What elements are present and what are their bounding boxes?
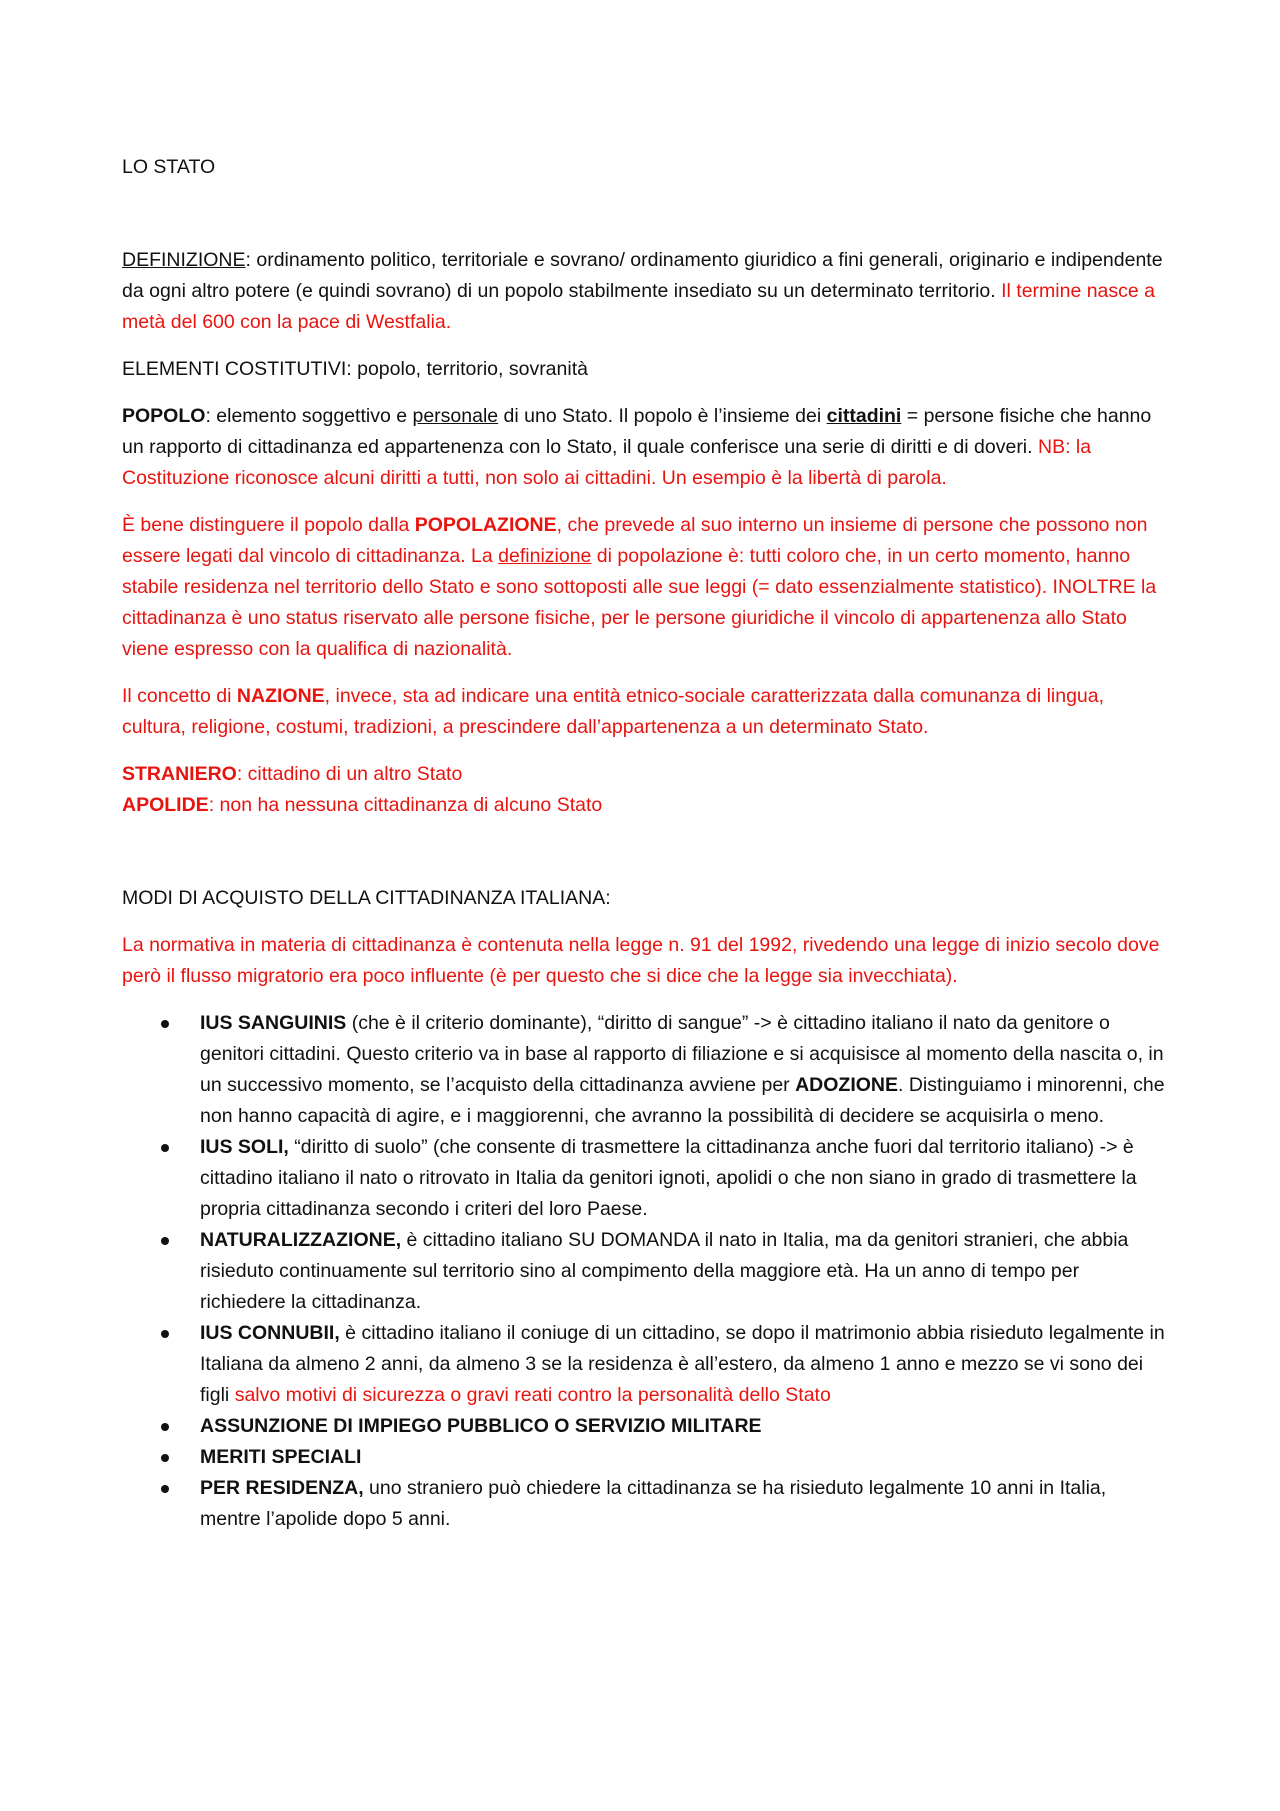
- list-item-label: IUS SANGUINIS: [200, 1012, 347, 1034]
- bullet-icon: [161, 1423, 169, 1431]
- bullet-icon: [161, 1330, 169, 1338]
- list-item-impiego-pubblico: [200, 1411, 1170, 1442]
- list-item-naturalizzazione: [200, 1225, 1170, 1318]
- popolazione-text-3: di popolazione è: tutti coloro che, in un certo momento, hanno stabile residenza nel territorio dello Stato e sono sottoposti alle sue leggi (= dato essenzialmente statistico). INOLTRE la cittadinanza è uno status riservato alle persone fisiche, per le persone giuridiche il vincolo di appartenenza allo Stato viene espresso con la qualifica di nazionalità.: [122, 545, 1157, 660]
- bullet-icon: [161, 1485, 169, 1493]
- list-item-ius-connubii: [200, 1318, 1170, 1411]
- list-item-ius-sanguinis: [200, 1008, 1170, 1132]
- paragraph-elementi: ELEMENTI COSTITUTIVI: popolo, territorio, sovranità: [122, 358, 588, 380]
- popolo-nb: NB: la Costituzione riconosce alcuni diritti a tutti, non solo ai cittadini. Un esempio è la libertà di parola.: [122, 436, 1092, 489]
- bullet-icon: [161, 1454, 169, 1462]
- paragraph-straniero: [122, 759, 1170, 790]
- list-item-label: MERITI SPECIALI: [200, 1446, 362, 1468]
- list-item-text-2: . Distinguiamo i minorenni, che non hanno capacità di agire, e i maggiorenni, che avranno la possibilità di decidere se acquisirla o meno.: [200, 1074, 1165, 1127]
- popolo-text-3: = persone fisiche che hanno un rapporto di cittadinanza ed appartenenza con lo Stato, il quale conferisce una serie di diritti e di doveri.: [122, 405, 1152, 458]
- straniero-label: STRANIERO: [122, 763, 237, 785]
- apolide-text: : non ha nessuna cittadinanza di alcuno Stato: [208, 794, 603, 816]
- list-item-ius-soli: [200, 1132, 1170, 1225]
- list-item-red-text: salvo motivi di sicurezza o gravi reati contro la personalità dello Stato: [234, 1384, 831, 1406]
- definizione-note: Il termine nasce a metà del 600 con la pace di Westfalia.: [122, 280, 1156, 333]
- nazione-text-2: , invece, sta ad indicare una entità etnico-sociale caratterizzata dalla comunanza di lingua, cultura, religione, costumi, tradizioni, a prescindere dall’appartenenza a un determinato Stato.: [122, 685, 1105, 738]
- list-item-label: ASSUNZIONE DI IMPIEGO PUBBLICO O SERVIZIO MILITARE: [200, 1415, 762, 1437]
- list-item-text: (che è il criterio dominante), “diritto di sangue” -> è cittadino italiano il nato da genitore o genitori cittadini. Questo criterio va in base al rapporto di filiazione e si acquisisce al momento della nascita o, in un successivo momento, se l’acquisto della cittadinanza avviene per: [200, 1012, 1164, 1096]
- popolazione-text-1: È bene distinguere il popolo dalla: [122, 514, 415, 536]
- list-item-meriti-speciali: [200, 1442, 1170, 1473]
- bullet-icon: [161, 1144, 169, 1152]
- popolazione-definizione: definizione: [498, 545, 592, 567]
- paragraph-normativa: La normativa in materia di cittadinanza è contenuta nella legge n. 91 del 1992, rivedendo una legge di inizio secolo dove però il flusso migratorio era poco influente (è per questo che si dice che la legge sia invecchiata).: [122, 934, 1160, 987]
- paragraph-popolazione: [122, 510, 1170, 665]
- paragraph-definizione: [122, 245, 1170, 338]
- list-item-label: PER RESIDENZA,: [200, 1477, 364, 1499]
- list-item-label: IUS CONNUBII,: [200, 1322, 340, 1344]
- paragraph-popolo: [122, 401, 1170, 494]
- acquisto-list: [122, 1008, 1170, 1535]
- definizione-text: : ordinamento politico, territoriale e sovrano/ ordinamento giuridico a fini generali, originario e indipendente da ogni altro potere (e quindi sovrano) di un popolo stabilmente insediato su un determinato territorio.: [122, 249, 1163, 302]
- list-item-text: uno straniero può chiedere la cittadinanza se ha risieduto legalmente 10 anni in Italia, mentre l’apolide dopo 5 anni.: [200, 1477, 1107, 1530]
- popolo-personale: personale: [412, 405, 499, 427]
- list-item-text: è cittadino italiano SU DOMANDA il nato in Italia, ma da genitori stranieri, che abbia risieduto continuamente sul territorio sino al compimento della maggiore età. Ha un anno di tempo per richiedere la cittadinanza.: [200, 1229, 1129, 1313]
- document-page: [122, 152, 1170, 1535]
- popolazione-label: POPOLAZIONE: [414, 514, 557, 536]
- bullet-icon: [161, 1020, 169, 1028]
- nazione-text-1: Il concetto di: [122, 685, 237, 707]
- definizione-label: DEFINIZIONE: [122, 249, 246, 271]
- list-item-text: “diritto di suolo” (che consente di trasmettere la cittadinanza anche fuori dal territorio italiano) -> è cittadino italiano il nato o ritrovato in Italia da genitori ignoti, apolidi o che non siano in grado di trasmettere la propria cittadinanza secondo i criteri del loro Paese.: [200, 1136, 1137, 1220]
- paragraph-apolide: [122, 790, 1170, 821]
- page-title: LO STATO: [122, 156, 216, 178]
- popolo-label: POPOLO: [122, 405, 206, 427]
- straniero-text: : cittadino di un altro Stato: [236, 763, 463, 785]
- nazione-label: NAZIONE: [236, 685, 325, 707]
- modi-heading: MODI DI ACQUISTO DELLA CITTADINANZA ITALIANA:: [122, 887, 611, 909]
- paragraph-nazione: [122, 681, 1170, 743]
- list-item-label: IUS SOLI,: [200, 1136, 289, 1158]
- popolo-text-1: : elemento soggettivo e: [205, 405, 413, 427]
- bullet-icon: [161, 1237, 169, 1245]
- list-item-text: è cittadino italiano il coniuge di un cittadino, se dopo il matrimonio abbia risieduto legalmente in Italiana da almeno 2 anni, da almeno 3 se la residenza è all’estero, da almeno 1 anno e mezzo se vi sono dei figli: [200, 1322, 1165, 1406]
- list-item-label: NATURALIZZAZIONE,: [200, 1229, 402, 1251]
- popolo-text-2: di uno Stato. Il popolo è l’insieme dei: [498, 405, 827, 427]
- popolo-cittadini: cittadini: [826, 405, 902, 427]
- apolide-label: APOLIDE: [122, 794, 209, 816]
- popolazione-text-2: , che prevede al suo interno un insieme di persone che possono non essere legati dal vincolo di cittadinanza. La: [122, 514, 1148, 567]
- list-item-adozione: ADOZIONE: [795, 1074, 898, 1096]
- list-item-per-residenza: [200, 1473, 1170, 1535]
